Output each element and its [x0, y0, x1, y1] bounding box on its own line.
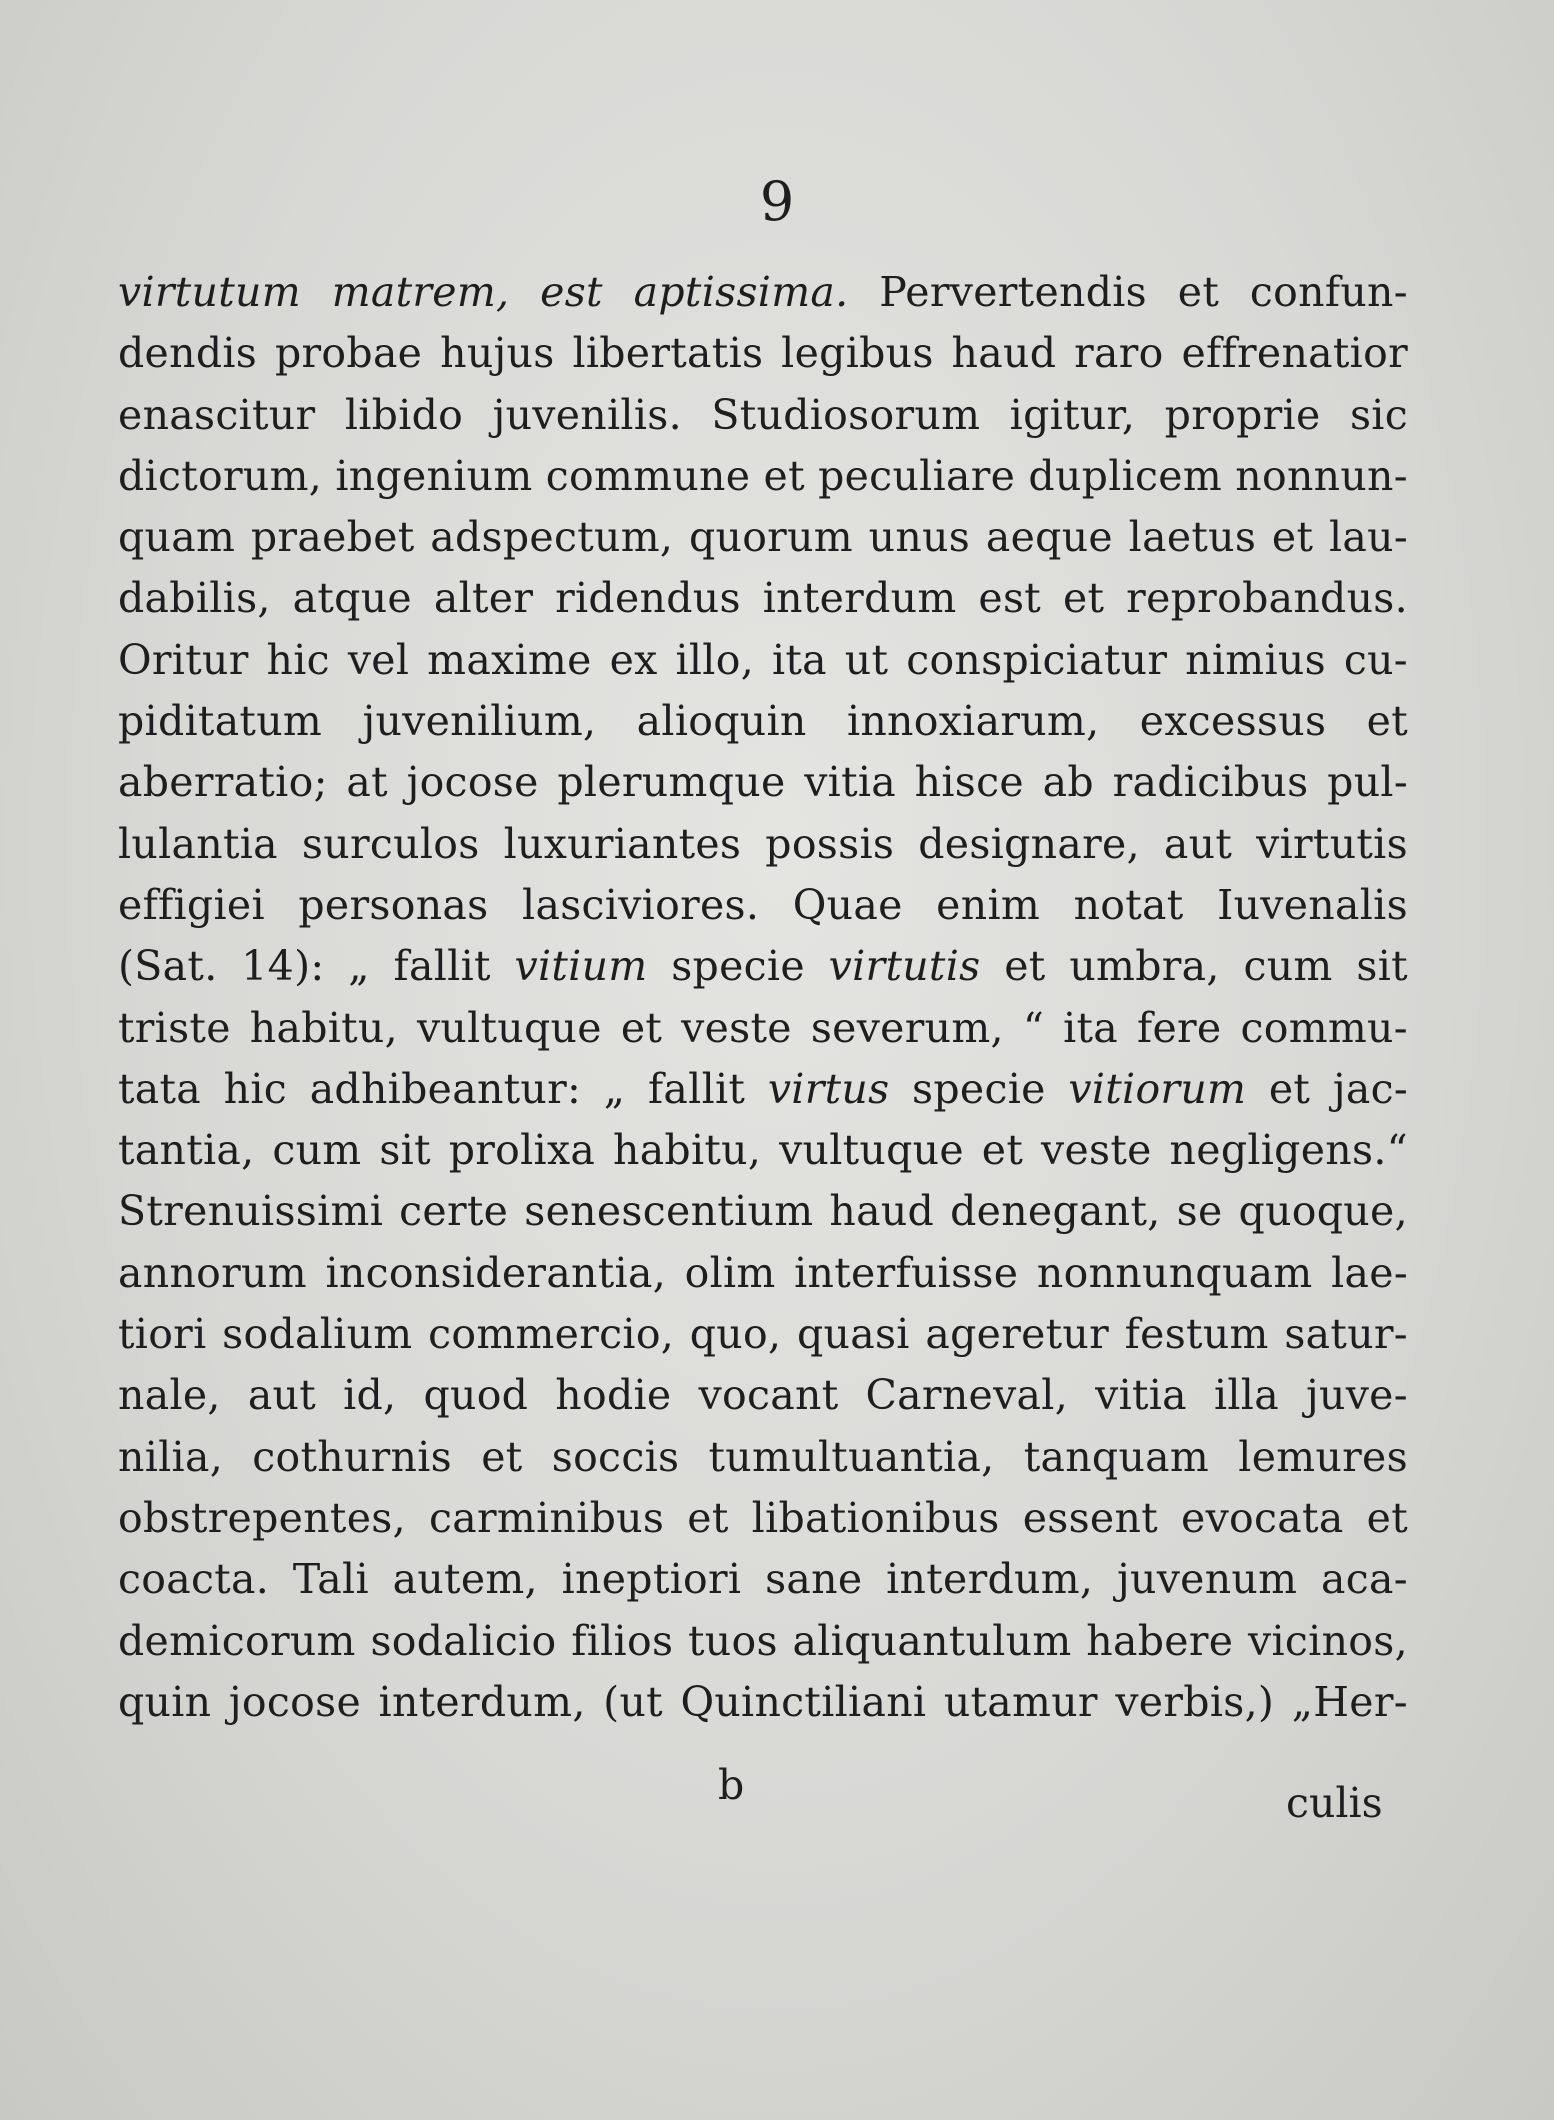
text-line: Strenuissimi certe senescentium haud denegant, se quoque, [118, 1187, 1408, 1236]
text-line: dictorum, ingenium commune et peculiare duplicem nonnun- [118, 451, 1408, 500]
signature-mark: b [718, 1761, 745, 1809]
text-line: triste habitu, vultuque et veste severum, “ ita fere commu- [118, 1003, 1408, 1052]
text-line: virtutum matrem, est aptissima. Pervertendis et confun- [118, 268, 1408, 316]
text-line: piditatum juvenilium, alioquin innoxiarum, excessus et [118, 697, 1408, 746]
text-line: demicorum sodalicio filios tuos aliquantulum habere vicinos, [118, 1616, 1408, 1665]
text-line: nale, aut id, quod hodie vocant Carneval, vitia illa juve- [118, 1371, 1408, 1420]
text-line: dabilis, atque alter ridendus interdum est et reprobandus. [118, 574, 1408, 623]
text-line: tantia, cum sit prolixa habitu, vultuque et veste negligens.“ [118, 1126, 1408, 1175]
text-line: obstrepentes, carminibus et libationibus essent evocata et [118, 1493, 1408, 1542]
text-line: coacta. Tali autem, ineptiori sane interdum, juvenum aca- [118, 1555, 1408, 1604]
text-line: tata hic adhibeantur: „ fallit virtus specie vitiorum et jac- [118, 1064, 1408, 1113]
text-line: quin jocose interdum, (ut Quinctiliani utamur verbis,) „Her- [118, 1677, 1408, 1726]
text-line: effigiei personas lasciviores. Quae enim notat Iuvenalis [118, 880, 1408, 929]
text-line: (Sat. 14): „ fallit vitium specie virtutis et umbra, cum sit [118, 942, 1408, 991]
catchword: culis [1286, 1779, 1383, 1827]
text-line: tiori sodalium commercio, quo, quasi ageretur festum satur- [118, 1310, 1408, 1359]
body-text [118, 262, 1408, 1733]
page-number: 9 [759, 170, 795, 233]
text-line: dendis probae hujus libertatis legibus haud raro effrenatior [118, 329, 1408, 378]
text-line: nilia, cothurnis et soccis tumultuantia, tanquam lemures [118, 1432, 1408, 1481]
text-line: annorum inconsiderantia, olim interfuisse nonnunquam lae- [118, 1248, 1408, 1297]
text-line: quam praebet adspectum, quorum unus aeque laetus et lau- [118, 513, 1408, 562]
text-line: Oritur hic vel maxime ex illo, ita ut conspiciatur nimius cu- [118, 635, 1408, 684]
text-line: aberratio; at jocose plerumque vitia hisce ab radicibus pul- [118, 758, 1408, 807]
text-line: enascitur libido juvenilis. Studiosorum igitur, proprie sic [118, 390, 1408, 439]
text-line: lulantia surculos luxuriantes possis designare, aut virtutis [118, 819, 1408, 868]
